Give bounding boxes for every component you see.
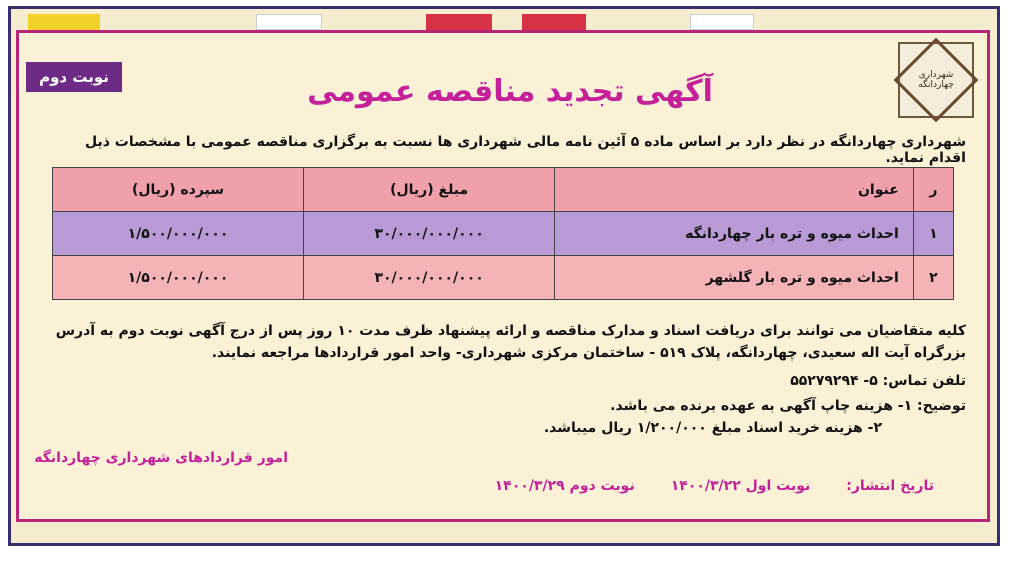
header-number: ر <box>913 168 953 212</box>
color-swatch <box>426 14 492 30</box>
logo-text: شهرداری چهاردانگه <box>918 70 954 90</box>
instructions-paragraph: کلیه متقاضیان می توانند برای دریافت اسناد و مدارک مناقصه و ارائه پیشنهاد ظرف مدت ۱۰ روز پس از درج آگهی نوبت دوم به آدرس بزرگراه آیت اله سعیدی، چهاردانگه، پلاک ۵۱۹ - ساختمان مرکزی شهرداری- واحد امور قراردادها مراجعه نمایند. <box>55 323 966 361</box>
contact-phone: تلفن تماس: ۵- ۵۵۲۷۹۲۹۴ <box>790 373 966 389</box>
color-bar <box>10 10 994 30</box>
date-first: نوبت اول ۱۴۰۰/۳/۲۲ <box>670 478 811 494</box>
signature: امور قراردادهای شهرداری چهاردانگه <box>34 450 288 466</box>
intro-text: شهرداری چهاردانگه در نظر دارد بر اساس ماده ۵ آئین نامه مالی شهرداری ها نسبت به برگزاری مناقصه عمومی با مشخصات ذیل اقدام نماید. <box>84 134 966 166</box>
color-swatch <box>256 14 322 30</box>
row-amount: ۳۰/۰۰۰/۰۰۰/۰۰۰ <box>304 212 555 256</box>
notes-block <box>300 395 966 439</box>
table-header-row <box>53 168 954 212</box>
page-title: آگهی تجدید مناقصه عمومی <box>307 74 713 109</box>
round-badge: نوبت دوم <box>26 62 122 92</box>
tender-table <box>52 167 954 300</box>
date-second: نوبت دوم ۱۴۰۰/۳/۲۹ <box>494 478 635 494</box>
row-title: احداث میوه و تره بار چهاردانگه <box>555 212 914 256</box>
municipality-logo <box>898 42 974 118</box>
header-amount: مبلغ (ریال) <box>304 168 555 212</box>
dates-label: تاریخ انتشار: <box>846 478 934 494</box>
color-swatch <box>690 14 754 30</box>
header-deposit: سپرده (ریال) <box>53 168 304 212</box>
note-item: توضیح: ۱- هزینه چاپ آگهی به عهده برنده می باشد. <box>610 398 966 414</box>
row-number: ۲ <box>913 256 953 300</box>
row-deposit: ۱/۵۰۰/۰۰۰/۰۰۰ <box>53 212 304 256</box>
row-amount: ۳۰/۰۰۰/۰۰۰/۰۰۰ <box>304 256 555 300</box>
color-swatch <box>28 14 100 30</box>
row-title: احداث میوه و تره بار گلشهر <box>555 256 914 300</box>
note-item: ۲- هزینه خرید اسناد مبلغ ۱/۲۰۰/۰۰۰ ریال میباشد. <box>543 420 882 436</box>
color-swatch <box>522 14 586 30</box>
row-number: ۱ <box>913 212 953 256</box>
header-title: عنوان <box>555 168 914 212</box>
publication-dates <box>452 478 934 494</box>
table-row <box>53 256 954 300</box>
logo-emblem-icon <box>894 38 979 123</box>
row-deposit: ۱/۵۰۰/۰۰۰/۰۰۰ <box>53 256 304 300</box>
table-row <box>53 212 954 256</box>
